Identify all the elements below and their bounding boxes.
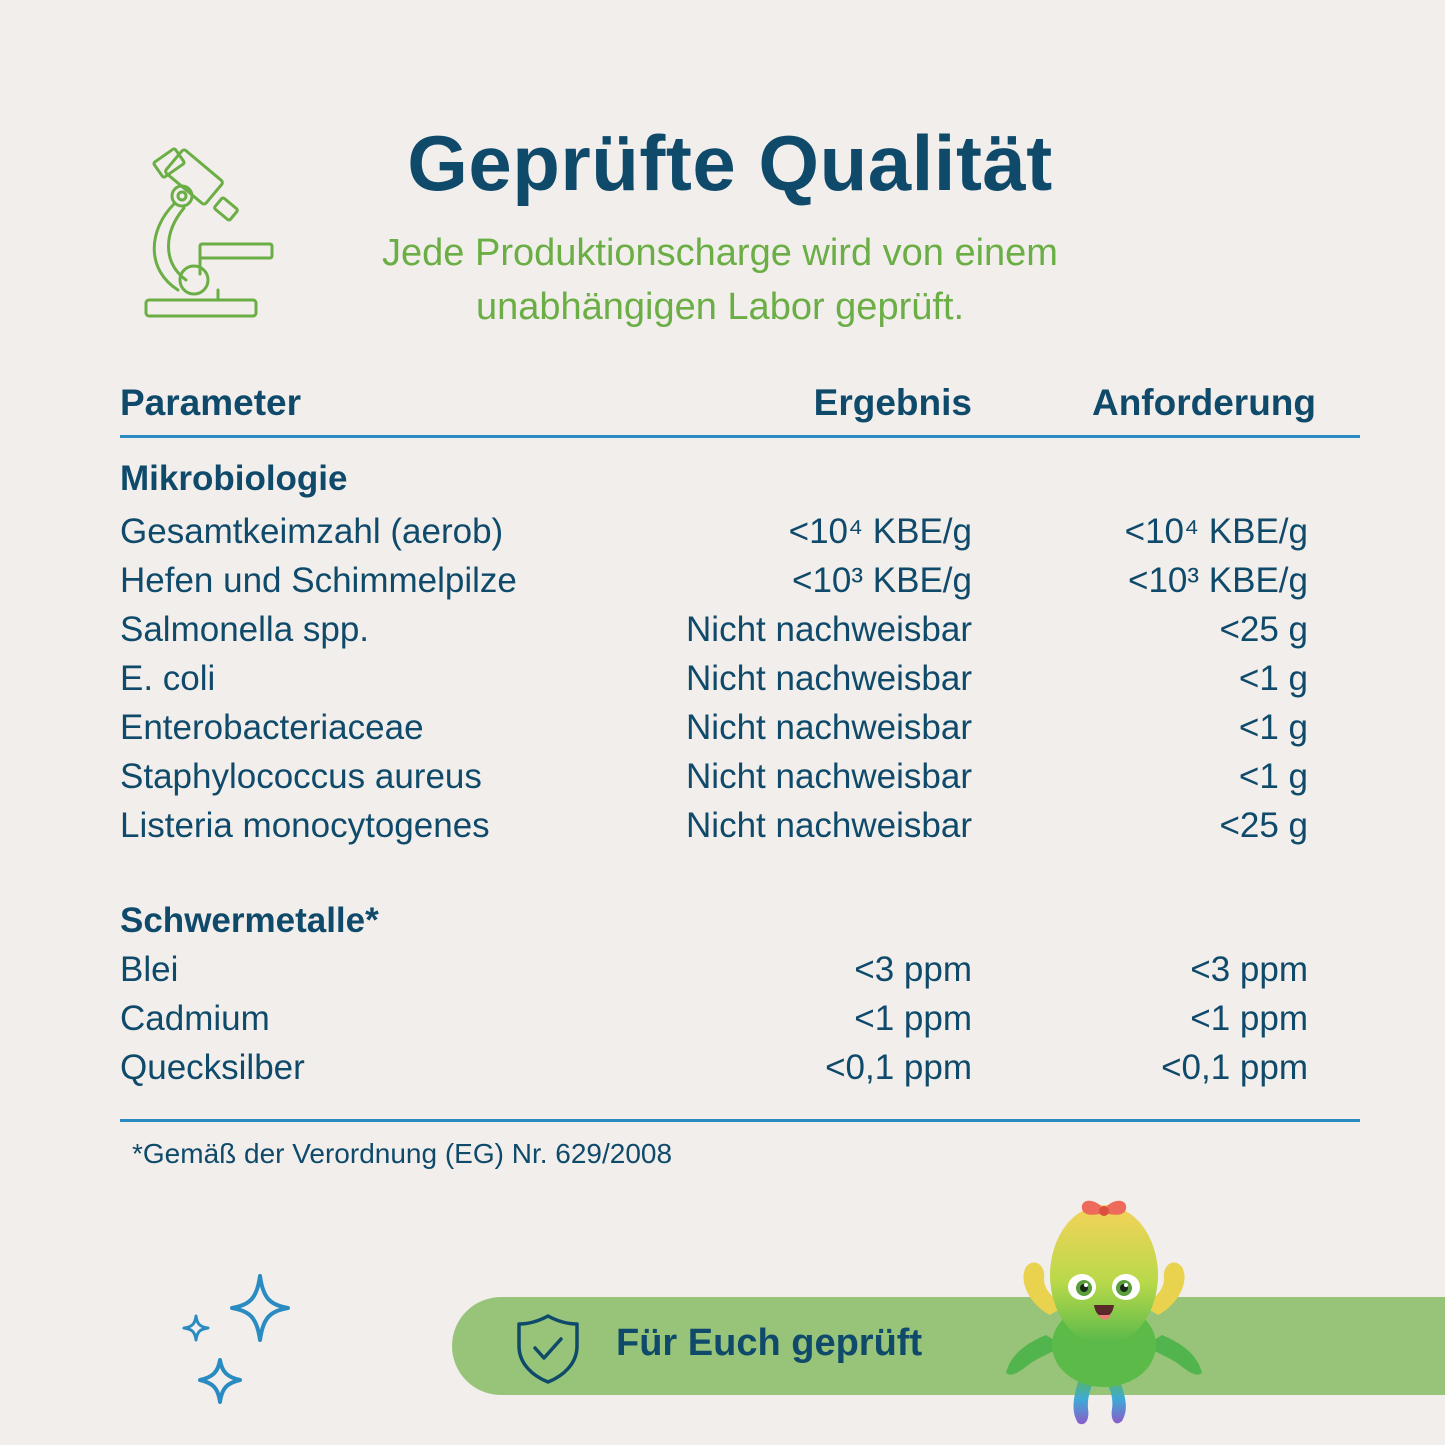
row-parameter: E. coli (120, 659, 216, 698)
row-result: Nicht nachweisbar (686, 708, 972, 747)
footnote: *Gemäß der Verordnung (EG) Nr. 629/2008 (132, 1138, 673, 1169)
table-row (0, 703, 1445, 752)
row-parameter: Blei (120, 950, 179, 989)
row-requirement: <1 ppm (1190, 999, 1308, 1038)
section-title-microbiology: Mikrobiologie (120, 459, 348, 498)
row-result: <3 ppm (854, 950, 972, 989)
row-requirement: <1 g (1238, 708, 1308, 747)
page-title: Geprüfte Qualität (407, 119, 1053, 207)
banner-text: Für Euch geprüft (616, 1322, 923, 1364)
row-result: <10⁴ KBE/g (788, 512, 972, 551)
row-result: Nicht nachweisbar (686, 659, 972, 698)
banner (452, 1297, 1445, 1395)
table-row (0, 507, 1445, 556)
table-divider-bottom (120, 1119, 1360, 1122)
row-requirement: <0,1 ppm (1161, 1048, 1308, 1087)
microscope-icon (138, 140, 278, 325)
row-parameter: Staphylococcus aureus (120, 757, 482, 796)
row-result: Nicht nachweisbar (686, 806, 972, 845)
column-header-parameter: Parameter (120, 382, 302, 423)
row-requirement: <1 g (1238, 757, 1308, 796)
table-row (0, 654, 1445, 703)
row-parameter: Cadmium (120, 999, 270, 1038)
row-requirement: <10³ KBE/g (1128, 561, 1308, 600)
column-header-result: Ergebnis (813, 382, 972, 423)
octopus-mascot (1000, 1195, 1210, 1430)
row-parameter: Quecksilber (120, 1048, 305, 1087)
table-divider-top (120, 435, 1360, 438)
subtitle-line-2: unabhängigen Labor geprüft. (475, 286, 965, 328)
row-result: <1 ppm (854, 999, 972, 1038)
row-result: <10³ KBE/g (792, 561, 972, 600)
row-requirement: <25 g (1219, 610, 1308, 649)
section-title-heavy-metals: Schwermetalle* (120, 901, 379, 940)
row-parameter: Hefen und Schimmelpilze (120, 561, 517, 600)
row-requirement: <25 g (1219, 806, 1308, 845)
page-subtitle (300, 226, 1140, 334)
row-result: Nicht nachweisbar (686, 757, 972, 796)
table-row (0, 994, 1445, 1043)
row-parameter: Gesamtkeimzahl (aerob) (120, 512, 504, 551)
row-parameter: Listeria monocytogenes (120, 806, 490, 845)
column-header-requirement: Anforderung (1091, 382, 1316, 423)
table-row (0, 945, 1445, 994)
row-requirement: <10⁴ KBE/g (1124, 512, 1308, 551)
shield-check-icon (515, 1312, 581, 1384)
row-result: <0,1 ppm (825, 1048, 972, 1087)
sparkles-icon (170, 1268, 300, 1418)
table-row (0, 556, 1445, 605)
table-row (0, 1043, 1445, 1092)
table-row (0, 801, 1445, 850)
row-result: Nicht nachweisbar (686, 610, 972, 649)
table-row (0, 605, 1445, 654)
row-requirement: <1 g (1238, 659, 1308, 698)
row-parameter: Enterobacteriaceae (120, 708, 424, 747)
row-parameter: Salmonella spp. (120, 610, 370, 649)
subtitle-line-1: Jede Produktionscharge wird von einem (382, 232, 1058, 274)
table-row (0, 752, 1445, 801)
row-requirement: <3 ppm (1190, 950, 1308, 989)
